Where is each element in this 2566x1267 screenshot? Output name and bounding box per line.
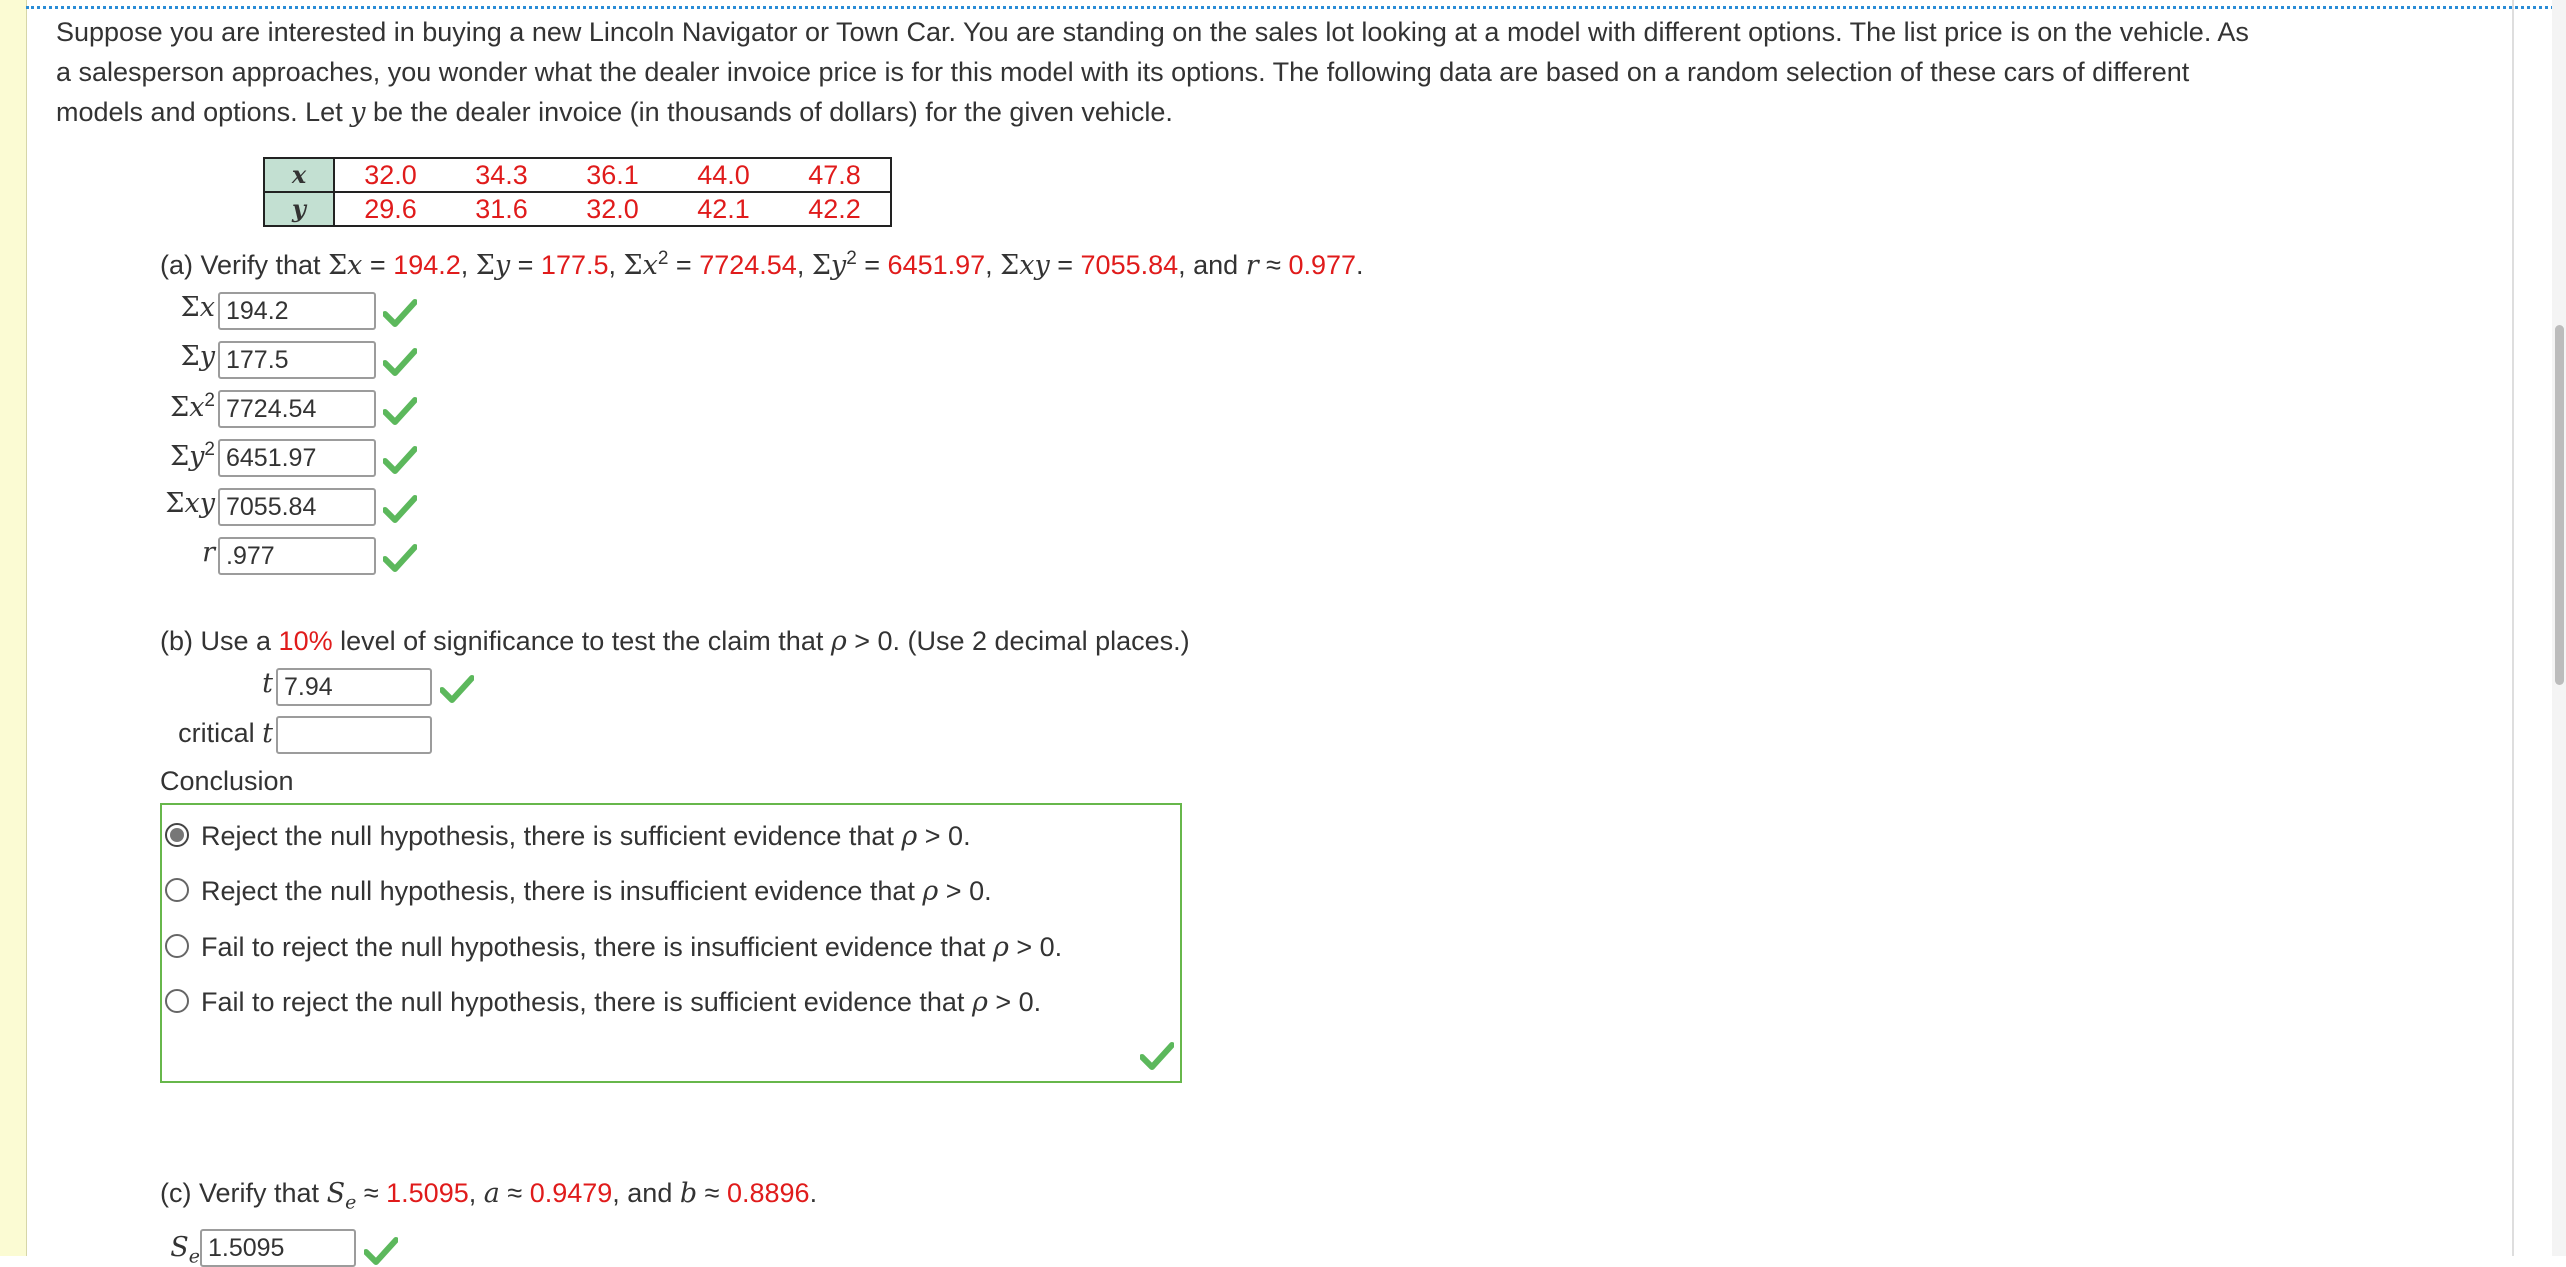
r-given: 0.977: [1288, 250, 1357, 280]
y-value: 32.0: [557, 192, 668, 226]
correct-check-icon: [1140, 1041, 1174, 1071]
y-value: 42.1: [668, 192, 779, 226]
y-value: 42.2: [779, 192, 891, 226]
r-label: r: [202, 537, 215, 568]
x-value: 47.8: [779, 158, 891, 192]
sum-x-input[interactable]: 194.2: [218, 292, 376, 330]
t-input[interactable]: 7.94: [276, 668, 432, 706]
y-value: 29.6: [334, 192, 446, 226]
content-right-border: [2512, 0, 2514, 1256]
scrollbar-thumb[interactable]: [2555, 325, 2564, 685]
x-header: x: [264, 158, 334, 192]
se-input[interactable]: 1.5095: [200, 1229, 356, 1267]
significance-level: 10%: [278, 626, 333, 656]
correct-check-icon: [383, 396, 417, 426]
se-given: 1.5095: [386, 1178, 469, 1208]
intro-line-3: models and options. Let y be the dealer invoice (in thousands of dollars) for the given vehicle.: [56, 97, 1173, 128]
left-margin-strip: [0, 0, 27, 1256]
intro-line-1: Suppose you are interested in buying a new Lincoln Navigator or Town Car. You are standing on the sales lot looking at a model with different options. The list price is on the vehicle. As: [56, 17, 2249, 47]
sum-x2-label: $\Sigma x^2$: [170, 390, 215, 423]
problem-statement: [56, 12, 2496, 133]
sum-y2-input[interactable]: 6451.97: [218, 439, 376, 477]
sum-x-label: Σx: [180, 292, 215, 323]
correct-check-icon: [364, 1236, 398, 1266]
sum-x2-given: 7724.54: [699, 250, 797, 280]
sum-y-input[interactable]: 177.5: [218, 341, 376, 379]
sum-x-given: 194.2: [393, 250, 461, 280]
correct-check-icon: [383, 494, 417, 524]
a-given: 0.9479: [529, 1178, 613, 1208]
correct-check-icon: [383, 298, 417, 328]
data-table: [263, 157, 892, 227]
conclusion-option-4[interactable]: Fail to reject the null hypothesis, there is sufficient evidence that ρ > 0.: [165, 982, 1041, 1022]
se-label: $S_e$: [170, 1232, 200, 1267]
radio-unselected[interactable]: [165, 989, 189, 1013]
b-given: 0.8896: [726, 1178, 810, 1208]
sum-y-label: Σy: [180, 341, 215, 372]
sum-xy-input[interactable]: 7055.84: [218, 488, 376, 526]
part-b-prompt: (b) Use a 10% level of significance to test the claim that ρ > 0. (Use 2 decimal places.): [160, 626, 1190, 657]
sum-xy-label: Σxy: [165, 488, 215, 519]
x-value: 34.3: [446, 158, 557, 192]
critical-t-label: critical t: [178, 718, 273, 749]
sum-xy-given: 7055.84: [1080, 250, 1179, 280]
critical-t-input[interactable]: [276, 716, 432, 754]
table-row-x: [264, 158, 891, 192]
conclusion-label: Conclusion: [160, 766, 294, 796]
conclusion-option-2[interactable]: Reject the null hypothesis, there is insufficient evidence that ρ > 0.: [165, 871, 992, 911]
x-value: 44.0: [668, 158, 779, 192]
sum-y-given: 177.5: [540, 250, 609, 280]
question-focus-outline: [26, 6, 2566, 9]
radio-unselected[interactable]: [165, 878, 189, 902]
correct-check-icon: [440, 674, 474, 704]
correct-check-icon: [383, 445, 417, 475]
part-a-prompt: (a) Verify that Σx = 194.2, Σy = 177.5, $\Sigma x^2 = 7724.54$, $\Sigma y^2 = 6451.97$, Σxy = 7055.84, and r ≈ 0.977.: [160, 248, 1364, 281]
x-value: 32.0: [334, 158, 446, 192]
sum-y2-label: $\Sigma y^2$: [170, 439, 215, 472]
radio-unselected[interactable]: [165, 934, 189, 958]
intro-line-2: a salesperson approaches, you wonder what the dealer invoice price is for this model with its options. The following data are based on a random selection of these cars of different: [56, 57, 2190, 87]
table-row-y: [264, 192, 891, 226]
conclusion-option-1[interactable]: Reject the null hypothesis, there is sufficient evidence that ρ > 0.: [165, 816, 971, 856]
r-input[interactable]: .977: [218, 537, 376, 575]
t-label: t: [262, 668, 273, 699]
x-value: 36.1: [557, 158, 668, 192]
correct-check-icon: [383, 543, 417, 573]
y-header: y: [264, 192, 334, 226]
part-c-prompt: (c) Verify that $S_e \approx 1.5095$, a ≈ 0.9479, and b ≈ 0.8896.: [160, 1178, 818, 1214]
conclusion-option-3[interactable]: Fail to reject the null hypothesis, there is insufficient evidence that ρ > 0.: [165, 927, 1062, 967]
sum-y2-given: 6451.97: [887, 250, 986, 280]
y-value: 31.6: [446, 192, 557, 226]
correct-check-icon: [383, 347, 417, 377]
radio-selected[interactable]: [165, 823, 189, 847]
sum-x2-input[interactable]: 7724.54: [218, 390, 376, 428]
